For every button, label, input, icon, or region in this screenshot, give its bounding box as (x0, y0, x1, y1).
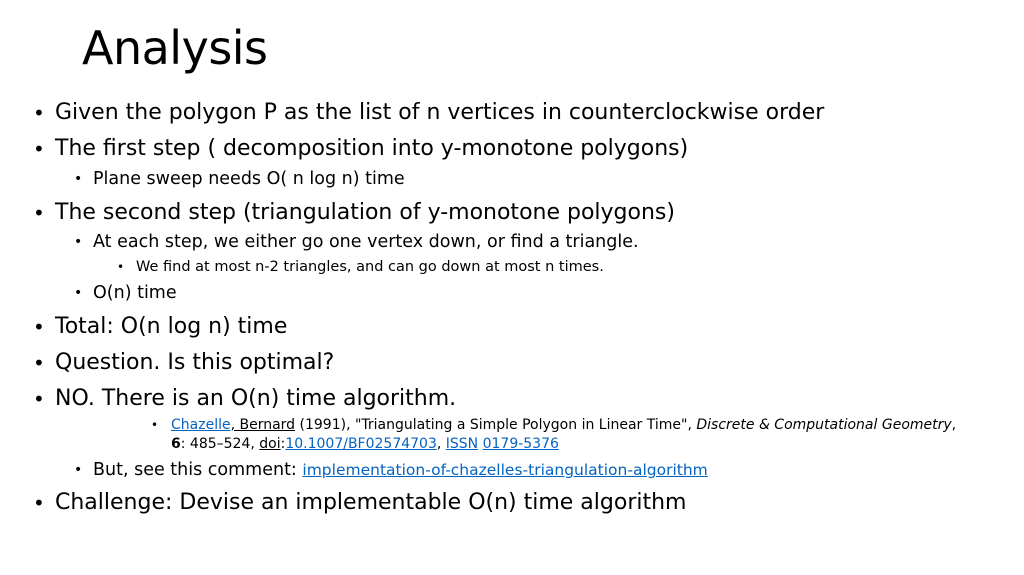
bullet-text: Total: O(n log n) time (55, 314, 288, 339)
issn-link[interactable]: 0179-5376 (482, 436, 559, 452)
bullet-marker: • (33, 101, 45, 125)
bullet-marker: • (33, 201, 45, 225)
bullet-text: NO. There is an O(n) time algorithm. (55, 386, 457, 411)
comment-prefix: But, see this comment: (93, 460, 303, 480)
bullet-item (33, 385, 457, 413)
sub-sub-bullet-item (117, 257, 604, 277)
bullet-marker: • (33, 491, 45, 515)
bullet-marker: • (74, 234, 83, 250)
separator: , (951, 417, 957, 433)
bullet-text: At each step, we either go one vertex down, or find a triangle. (93, 232, 639, 252)
reference-citation (151, 416, 971, 454)
author-link[interactable]: Chazelle (171, 417, 231, 433)
bullet-marker: • (33, 137, 45, 161)
bullet-marker: • (33, 387, 45, 411)
bullet-marker: • (33, 315, 45, 339)
bullet-text: The second step (triangulation of y-monotone polygons) (55, 200, 675, 225)
separator: : (280, 436, 286, 452)
bullet-item (33, 313, 288, 341)
bullet-text: Challenge: Devise an implementable O(n) time algorithm (55, 490, 687, 515)
bullet-marker: • (151, 418, 159, 432)
comment-link[interactable]: implementation-of-chazelles-triangulation-algorithm (302, 461, 708, 479)
bullet-text: Given the polygon P as the list of n vertices in counterclockwise order (55, 100, 825, 125)
sub-bullet-item (74, 281, 177, 305)
author-name-rest: , Bernard (230, 417, 296, 433)
bullet-item (33, 199, 675, 227)
bullet-text: O(n) time (93, 283, 177, 303)
bullet-text: We find at most n-2 triangles, and can go down at most n times. (136, 259, 604, 275)
bullet-text: The first step ( decomposition into y-monotone polygons) (55, 136, 689, 161)
journal-name: Discrete & Computational Geometry (696, 417, 952, 433)
bullet-item (33, 135, 689, 163)
doi-link[interactable]: 10.1007/BF02574703 (285, 436, 437, 452)
volume-number: 6 (171, 436, 181, 452)
bullet-item (33, 489, 687, 517)
bullet-marker: • (33, 351, 45, 375)
bullet-marker: • (74, 462, 83, 478)
sub-bullet-item (74, 167, 405, 191)
doi-label[interactable]: doi (259, 436, 281, 452)
bullet-item (33, 349, 335, 377)
bullet-marker: • (74, 171, 83, 187)
sub-bullet-item (74, 230, 639, 254)
sub-bullet-item (74, 458, 708, 482)
citation-year-title: (1991), "Triangulating a Simple Polygon in Linear Time", (295, 417, 697, 433)
bullet-marker: • (117, 260, 125, 274)
bullet-marker: • (74, 285, 83, 301)
separator: , (436, 436, 446, 452)
bullet-text: Plane sweep needs O( n log n) time (93, 169, 405, 189)
issn-label-link[interactable]: ISSN (445, 436, 479, 452)
page-range: : 485–524, (180, 436, 260, 452)
bullet-text: Question. Is this optimal? (55, 350, 335, 375)
bullet-item (33, 99, 825, 127)
slide-title: Analysis (82, 21, 268, 75)
